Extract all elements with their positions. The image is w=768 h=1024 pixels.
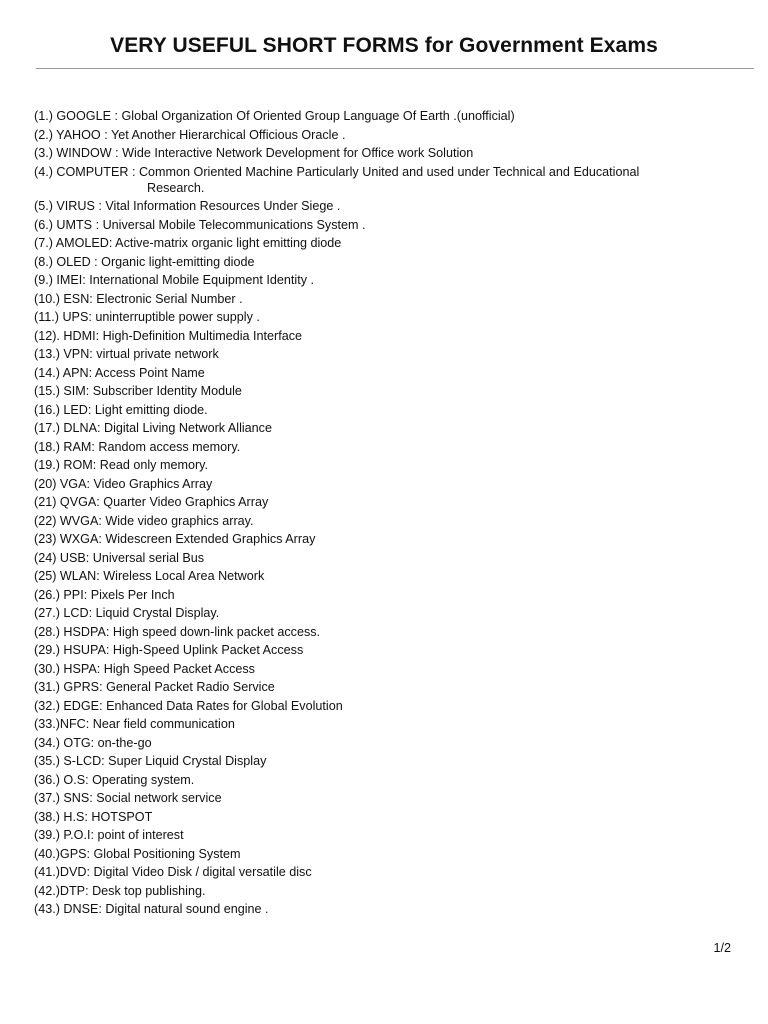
page-title: VERY USEFUL SHORT FORMS for Government Exams bbox=[110, 34, 658, 57]
list-item bbox=[34, 586, 734, 605]
list-item-text: (17.) DLNA: Digital Living Network Alliance bbox=[34, 421, 272, 436]
list-item-text: (18.) RAM: Random access memory. bbox=[34, 439, 241, 454]
list-item bbox=[34, 382, 734, 401]
list-item-text: (11.) UPS: uninterruptible power supply . bbox=[34, 310, 260, 325]
short-forms-list bbox=[34, 107, 734, 919]
list-item bbox=[34, 401, 734, 420]
list-item bbox=[34, 678, 734, 697]
list-item bbox=[34, 308, 734, 327]
list-item bbox=[34, 253, 734, 272]
list-item bbox=[34, 789, 734, 808]
list-item-text: (40.)GPS: Global Positioning System bbox=[34, 846, 241, 861]
list-item-text: (3.) WINDOW : Wide Interactive Network Development for Office work Solution bbox=[34, 146, 474, 161]
list-item-text: (22) WVGA: Wide video graphics array. bbox=[34, 513, 254, 528]
list-item bbox=[34, 660, 734, 679]
list-item-text: (12). HDMI: High-Definition Multimedia Interface bbox=[34, 328, 303, 343]
list-item-text: (33.)NFC: Near field communication bbox=[34, 717, 235, 732]
list-item bbox=[34, 826, 734, 845]
list-item bbox=[34, 549, 734, 568]
list-item bbox=[34, 530, 734, 549]
list-item bbox=[34, 808, 734, 827]
list-item-text: (26.) PPI: Pixels Per Inch bbox=[34, 587, 175, 602]
list-item-text: (14.) APN: Access Point Name bbox=[34, 365, 205, 380]
title-divider bbox=[36, 68, 754, 69]
list-item-text: (16.) LED: Light emitting diode. bbox=[34, 402, 208, 417]
list-item-text: (32.) EDGE: Enhanced Data Rates for Global Evolution bbox=[34, 698, 343, 713]
list-item bbox=[34, 623, 734, 642]
list-item bbox=[34, 290, 734, 309]
list-item-text: (8.) OLED : Organic light-emitting diode bbox=[34, 254, 255, 269]
list-item-text: (19.) ROM: Read only memory. bbox=[34, 458, 209, 473]
list-item-text: (30.) HSPA: High Speed Packet Access bbox=[34, 661, 255, 676]
list-item-text: (41.)DVD: Digital Video Disk / digital versatile disc bbox=[34, 865, 312, 880]
list-item bbox=[34, 715, 734, 734]
list-item-text: (36.) O.S: Operating system. bbox=[34, 772, 195, 787]
list-item-text: (1.) GOOGLE : Global Organization Of Oriented Group Language Of Earth .(unofficial) bbox=[34, 109, 515, 124]
list-item-text: (28.) HSDPA: High speed down-link packet access. bbox=[34, 624, 321, 639]
list-item-text: (25) WLAN: Wireless Local Area Network bbox=[34, 569, 265, 584]
list-item bbox=[34, 641, 734, 660]
list-item bbox=[34, 144, 734, 163]
list-item bbox=[34, 475, 734, 494]
list-item-text: (39.) P.O.I: point of interest bbox=[34, 828, 184, 843]
list-item-text: (10.) ESN: Electronic Serial Number . bbox=[34, 291, 243, 306]
list-item-text: (34.) OTG: on-the-go bbox=[34, 735, 152, 750]
list-item bbox=[34, 900, 734, 919]
list-item-text: (9.) IMEI: International Mobile Equipment Identity . bbox=[34, 273, 314, 288]
list-item-continuation: Research. bbox=[147, 180, 205, 195]
list-item bbox=[34, 604, 734, 623]
list-item bbox=[34, 163, 734, 198]
list-item-text: (42.)DTP: Desk top publishing. bbox=[34, 883, 206, 898]
list-item bbox=[34, 771, 734, 790]
list-item-text: (23) WXGA: Widescreen Extended Graphics Array bbox=[34, 532, 316, 547]
list-item bbox=[34, 752, 734, 771]
list-item-text: (31.) GPRS: General Packet Radio Service bbox=[34, 680, 275, 695]
list-item bbox=[34, 863, 734, 882]
list-item-text: (7.) AMOLED: Active-matrix organic light emitting diode bbox=[34, 236, 342, 251]
list-item-text: (5.) VIRUS : Vital Information Resources Under Siege . bbox=[34, 199, 341, 214]
list-item-text: (37.) SNS: Social network service bbox=[34, 791, 222, 806]
list-item bbox=[34, 364, 734, 383]
list-item bbox=[34, 493, 734, 512]
list-item-text: (29.) HSUPA: High-Speed Uplink Packet Access bbox=[34, 643, 304, 658]
list-item bbox=[34, 567, 734, 586]
list-item-text: (43.) DNSE: Digital natural sound engine . bbox=[34, 902, 269, 917]
list-item bbox=[34, 126, 734, 145]
list-item-text: (6.) UMTS : Universal Mobile Telecommunications System . bbox=[34, 217, 366, 232]
list-item bbox=[34, 234, 734, 253]
list-item bbox=[34, 107, 734, 126]
list-item bbox=[34, 438, 734, 457]
list-item bbox=[34, 197, 734, 216]
list-item bbox=[34, 419, 734, 438]
list-item bbox=[34, 845, 734, 864]
list-item-text: (15.) SIM: Subscriber Identity Module bbox=[34, 384, 242, 399]
list-item bbox=[34, 271, 734, 290]
list-item bbox=[34, 882, 734, 901]
list-item bbox=[34, 345, 734, 364]
list-item bbox=[34, 456, 734, 475]
list-item bbox=[34, 216, 734, 235]
page-number: 1/2 bbox=[713, 941, 731, 955]
list-item-text: (38.) H.S: HOTSPOT bbox=[34, 809, 153, 824]
list-item-text: (20) VGA: Video Graphics Array bbox=[34, 476, 213, 491]
list-item-text: (4.) COMPUTER : Common Oriented Machine Particularly United and used under Technical and Educational bbox=[34, 164, 640, 179]
list-item bbox=[34, 512, 734, 531]
list-item bbox=[34, 734, 734, 753]
list-item-text: (13.) VPN: virtual private network bbox=[34, 347, 219, 362]
list-item-text: (27.) LCD: Liquid Crystal Display. bbox=[34, 606, 220, 621]
list-item bbox=[34, 697, 734, 716]
list-item-text: (21) QVGA: Quarter Video Graphics Array bbox=[34, 495, 269, 510]
list-item-text: (24) USB: Universal serial Bus bbox=[34, 550, 205, 565]
list-item-text: (2.) YAHOO : Yet Another Hierarchical Officious Oracle . bbox=[34, 127, 346, 142]
list-item-text: (35.) S-LCD: Super Liquid Crystal Display bbox=[34, 754, 267, 769]
list-item bbox=[34, 327, 734, 346]
